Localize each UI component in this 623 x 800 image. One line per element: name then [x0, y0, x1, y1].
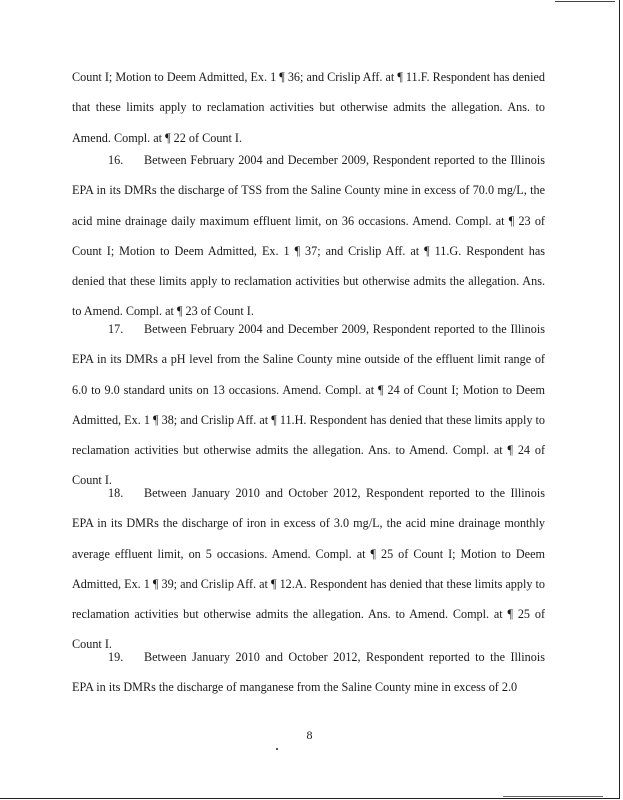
scan-speck: [276, 748, 278, 750]
paragraph-text: Count I; Motion to Deem Admitted, Ex. 1 ¶ 36; and Crislip Aff. at ¶ 11.F. Respondent has denied that these limits apply to reclamation activities but otherwise admits the allegation. Ans. to Amend. Compl. at ¶ 22 of Count I.: [72, 70, 545, 145]
paragraph-text: Between January 2010 and October 2012, Respondent reported to the Illinois EPA in its DMRs the discharge of manganese from the Saline County mine in excess of 2.0: [72, 650, 545, 695]
paragraph-number: 19.: [108, 650, 124, 664]
paragraph-number: 16.: [108, 153, 124, 167]
paragraph-continued: [72, 62, 545, 153]
paragraph-17: [72, 314, 545, 496]
scan-edge-mark-top: [555, 1, 615, 2]
paragraph-number: 17.: [108, 322, 124, 336]
paragraph-16: [72, 145, 545, 327]
paragraph-18: [72, 478, 545, 660]
page-number: 8: [306, 728, 313, 742]
paragraph-text: Between February 2004 and December 2009, Respondent reported to the Illinois EPA in its DMRs the discharge of TSS from the Saline County mine in excess of 70.0 mg/L, the acid mine drainage daily maximum effluent limit, on 36 occasions. Amend. Compl. at ¶ 23 of Count I; Motion to Deem Admitted, Ex. 1 ¶ 37; and Crislip Aff. at ¶ 11.G. Respondent has denied that these limits apply to reclamation activities but otherwise admits the allegation. Ans. to Amend. Compl. at ¶ 23 of Count I.: [72, 153, 545, 319]
paragraph-number: 18.: [108, 486, 124, 500]
scan-edge-mark-bottom: [503, 796, 603, 797]
paragraph-text: Between February 2004 and December 2009, Respondent reported to the Illinois EPA in its DMRs a pH level from the Saline County mine outside of the effluent limit range of 6.0 to 9.0 standard units on 13 occasions. Amend. Compl. at ¶ 24 of Count I; Motion to Deem Admitted, Ex. 1 ¶ 38; and Crislip Aff. at ¶ 11.H. Respondent has denied that these limits apply to reclamation activities but otherwise admits the allegation. Ans. to Amend. Compl. at ¶ 24 of Count I.: [72, 322, 545, 488]
paragraph-text: Between January 2010 and October 2012, Respondent reported to the Illinois EPA in its DMRs the discharge of iron in excess of 3.0 mg/L, the acid mine drainage monthly average effluent limit, on 5 occasions. Amend. Compl. at ¶ 25 of Count I; Motion to Deem Admitted, Ex. 1 ¶ 39; and Crislip Aff. at ¶ 12.A. Respondent has denied that these limits apply to reclamation activities but otherwise admits the allegation. Ans. to Amend. Compl. at ¶ 25 of Count I.: [72, 486, 545, 652]
paragraph-19: [72, 642, 545, 703]
